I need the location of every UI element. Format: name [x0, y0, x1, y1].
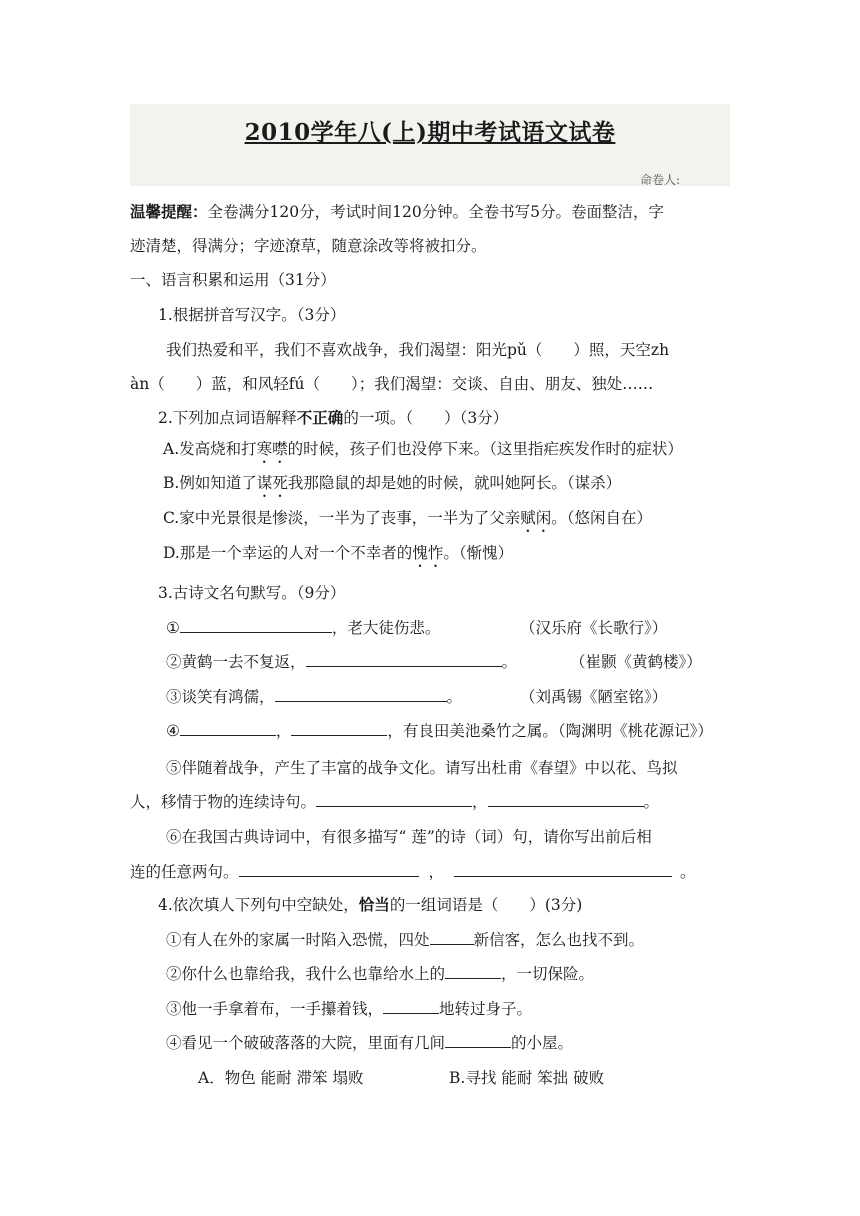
section-1-heading: 一、语言积累和运用（31分） [130, 271, 336, 289]
q3-item-5-line-1: ⑤伴随着战争，产生了丰富的战争文化。请写出杜甫《春望》中以花、鸟拟 [166, 759, 678, 777]
q3-item-3: ③谈笑有鸿儒， 。 [166, 688, 463, 706]
answer-blank[interactable] [430, 929, 474, 945]
q3-item-3-source: （刘禹锡《陋室铭》） [520, 688, 668, 706]
q1-line-2: àn（ ）蓝，和风轻fú（ ）；我们渴望：交谈、自由、朋友、独处…… [130, 375, 654, 393]
answer-blank[interactable] [445, 1032, 511, 1048]
q3-stem: 3.古诗文名句默写。（9分） [158, 584, 346, 602]
q4-sentence-3: ③他一手拿着布，一手攥着钱， 地转过身子。 [166, 1000, 533, 1018]
q2-option-c: C.家中光景很是惨淡，一半为了丧事，一半为了父亲赋闲。（悠闲自在） [163, 509, 653, 527]
q4-stem: 4.依次填人下列句中空缺处，恰当的一组词语是（ ）(3分) [158, 895, 583, 914]
answer-blank[interactable] [488, 791, 644, 807]
q3-item-4: ④ ， ，有良田美池桑竹之属。（陶渊明《桃花源记》） [166, 722, 713, 740]
q4-option-a: A．物色 能耐 滞笨 塌败 [198, 1069, 364, 1087]
answer-blank[interactable] [239, 861, 419, 877]
q4-option-b: B.寻找 能耐 笨拙 破败 [449, 1069, 605, 1087]
q4-sentence-2: ②你什么也靠给我，我什么也靠给水上的 ，一切保险。 [166, 965, 595, 983]
q2-option-b: B.例如知道了谋死我那隐鼠的却是她的时候，就叫她阿长。（谋杀） [163, 474, 622, 492]
answer-blank[interactable] [180, 720, 276, 736]
q3-item-6-line-2: 连的任意两句。 ， 。 [130, 863, 696, 881]
q3-item-1-source: （汉乐府《长歌行》） [520, 619, 668, 637]
q1-stem: 1.根据拼音写汉字。（3分） [158, 306, 346, 324]
q2-option-a: A.发高烧和打寒噤的时候，孩子们也没停下来。（这里指疟疾发作时的症状） [163, 440, 683, 458]
q4-sentence-4: ④看见一个破破落落的大院，里面有几间 的小屋。 [166, 1034, 574, 1052]
notice-line-1: 温馨提醒：全卷满分120分，考试时间120分钟。全卷书写5分。卷面整洁，字 [130, 202, 665, 221]
answer-blank[interactable] [275, 686, 447, 702]
header-banner [130, 104, 730, 186]
answer-blank[interactable] [383, 998, 439, 1014]
q3-item-2: ②黄鹤一去不复返， 。 [166, 653, 518, 671]
q3-item-2-source: （崔颢《黄鹤楼》） [570, 653, 702, 671]
page-title: 2010学年八(上)期中考试语文试卷 [244, 119, 616, 146]
notice-line-2: 迹清楚，得满分；字迹潦草，随意涂改等将被扣分。 [130, 237, 487, 255]
q2-option-d: D.那是一个幸运的人对一个不幸者的愧怍。（惭愧） [163, 544, 514, 562]
answer-blank[interactable] [180, 617, 332, 633]
q2-stem: 2.下列加点词语解释不正确的一项。（ ）（3分） [158, 408, 509, 427]
q3-item-6-line-1: ⑥在我国古典诗词中，有很多描写“ 莲”的诗（词）句，请你写出前后相 [166, 828, 652, 846]
answer-blank[interactable] [306, 651, 502, 667]
notice-label: 温馨提醒： [130, 202, 208, 221]
answer-blank[interactable] [316, 791, 472, 807]
q3-item-5-line-2: 人，移情于物的连续诗句。 ， 。 [130, 793, 660, 811]
answer-blank[interactable] [454, 861, 672, 877]
answer-blank[interactable] [291, 720, 387, 736]
author-label: 命卷人: [639, 173, 680, 187]
q1-line-1: 我们热爱和平，我们不喜欢战争，我们渴望：阳光pǔ（ ）照，天空zh [166, 341, 670, 359]
answer-blank[interactable] [445, 963, 501, 979]
q4-sentence-1: ①有人在外的家属一时陷入恐慌，四处 新信客，怎么也找不到。 [166, 931, 645, 949]
q3-item-1: ① ，老大徒伤悲。 [166, 619, 441, 637]
